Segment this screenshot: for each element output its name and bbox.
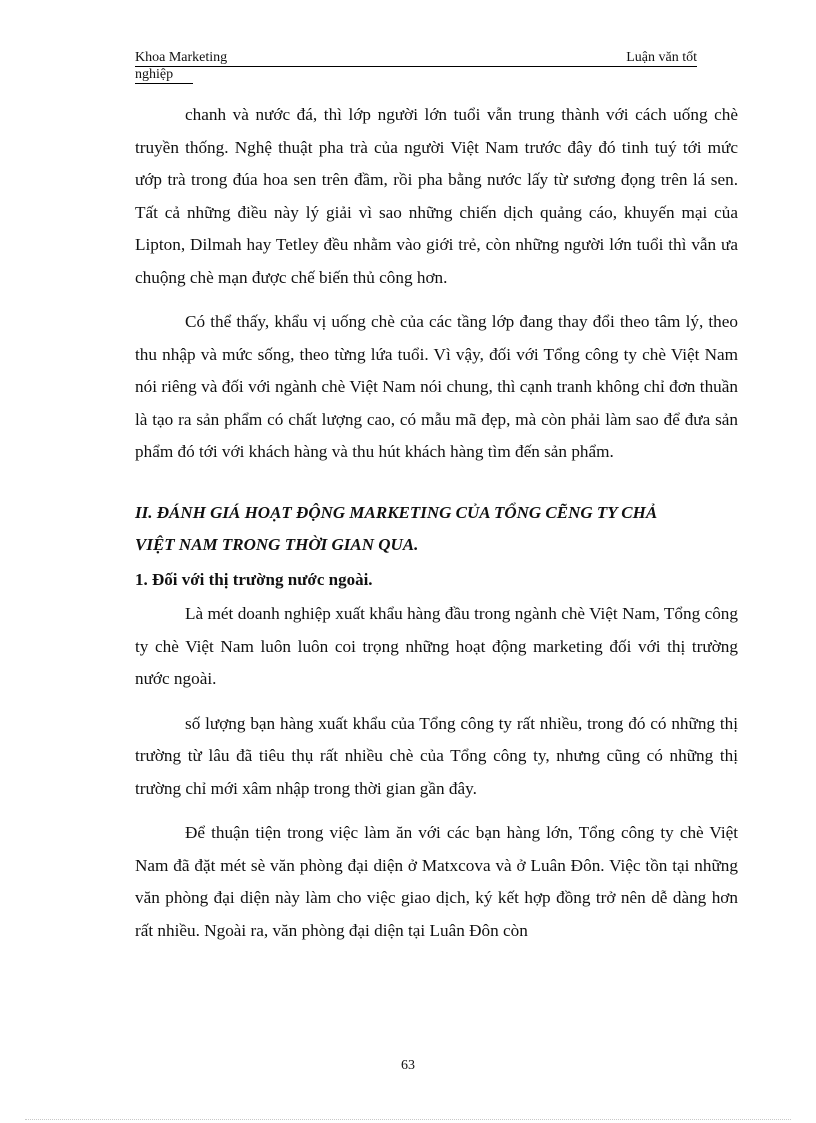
document-body xyxy=(135,99,738,959)
section-heading-line1: II. ĐÁNH GIÁ HOẠT ĐỘNG MARKETING CỦA TỔNG CẼNG TY CHẢ xyxy=(135,502,658,522)
paragraph-text: Để thuận tiện trong việc làm ăn với các bạn hàng lớn, Tổng công ty chè Việt Nam đã đặt mét sè văn phòng đại diện ở Matxcova và ở Luân Đôn. Việc tồn tại những văn phòng đại diện này làm cho việc giao dịch, ký kết hợp đồng trở nên dễ dàng hơn rất nhiều. Ngoài ra, văn phòng đại diện tại Luân Đôn còn xyxy=(135,823,738,940)
paragraph-text: chanh và nước đá, thì lớp người lớn tuổi vẫn trung thành với cách uống chè truyền thống. Nghệ thuật pha trà của người Việt Nam trước đây đó tinh tuý tới mức ướp trà trong đúa hoa sen trên đầm, rồi pha bằng nước lấy từ sương đọng trên lá sen. Tất cả những điều này lý giải vì sao những chiến dịch quảng cáo, khuyến mại của Lipton, Dilmah hay Tetley đều nhằm vào giới trẻ, còn những người lớn tuổi thì vẫn ưa chuộng chè mạn được chế biến thủ công hơn. xyxy=(135,105,738,287)
paragraph xyxy=(135,708,738,806)
subsection-heading: 1. Đối với thị trường nước ngoài. xyxy=(135,569,373,589)
page-bottom-rule xyxy=(25,1119,791,1120)
section-heading-line2: VIỆT NAM TRONG THỜI GIAN QUA. xyxy=(135,535,419,554)
header-thesis-title-continuation: nghiệp xyxy=(135,67,193,84)
header-thesis-title: Luận văn tốt xyxy=(626,50,697,65)
paragraph-text: Có thể thấy, khẩu vị uống chè của các tầng lớp đang thay đổi theo tâm lý, theo thu nhập và mức sống, theo từng lứa tuổi. Vì vậy, đối với Tổng công ty chè Việt Nam nói riêng và đối với ngành chè Việt Nam nói chung, thì cạnh tranh không chỉ đơn thuần là tạo ra sản phẩm có chất lượng cao, có mẫu mã đẹp, mà còn phải làm sao để đưa sản phẩm đó tới với khách hàng và thu hút khách hàng tìm đến sản phẩm. xyxy=(135,312,738,461)
page-header xyxy=(135,50,697,84)
section-heading xyxy=(135,497,738,562)
paragraph-text: số lượng bạn hàng xuất khẩu của Tổng công ty rất nhiều, trong đó có những thị trường từ lâu đã tiêu thụ rất nhiều chè của Tổng công ty, nhưng cũng có những thị trường chỉ mới xâm nhập trong thời gian gần đây. xyxy=(135,713,738,798)
header-line xyxy=(135,50,697,67)
paragraph xyxy=(135,817,738,947)
paragraph-text: Là mét doanh nghiệp xuất khẩu hàng đầu trong ngành chè Việt Nam, Tổng công ty chè Việt Nam luôn luôn coi trọng những hoạt động marketing đối với thị trường nước ngoài. xyxy=(135,604,738,688)
paragraph xyxy=(135,598,738,696)
page-number: 63 xyxy=(401,1058,415,1073)
paragraph xyxy=(135,306,738,469)
paragraph-continuation xyxy=(135,99,738,294)
header-faculty: Khoa Marketing xyxy=(135,50,228,65)
